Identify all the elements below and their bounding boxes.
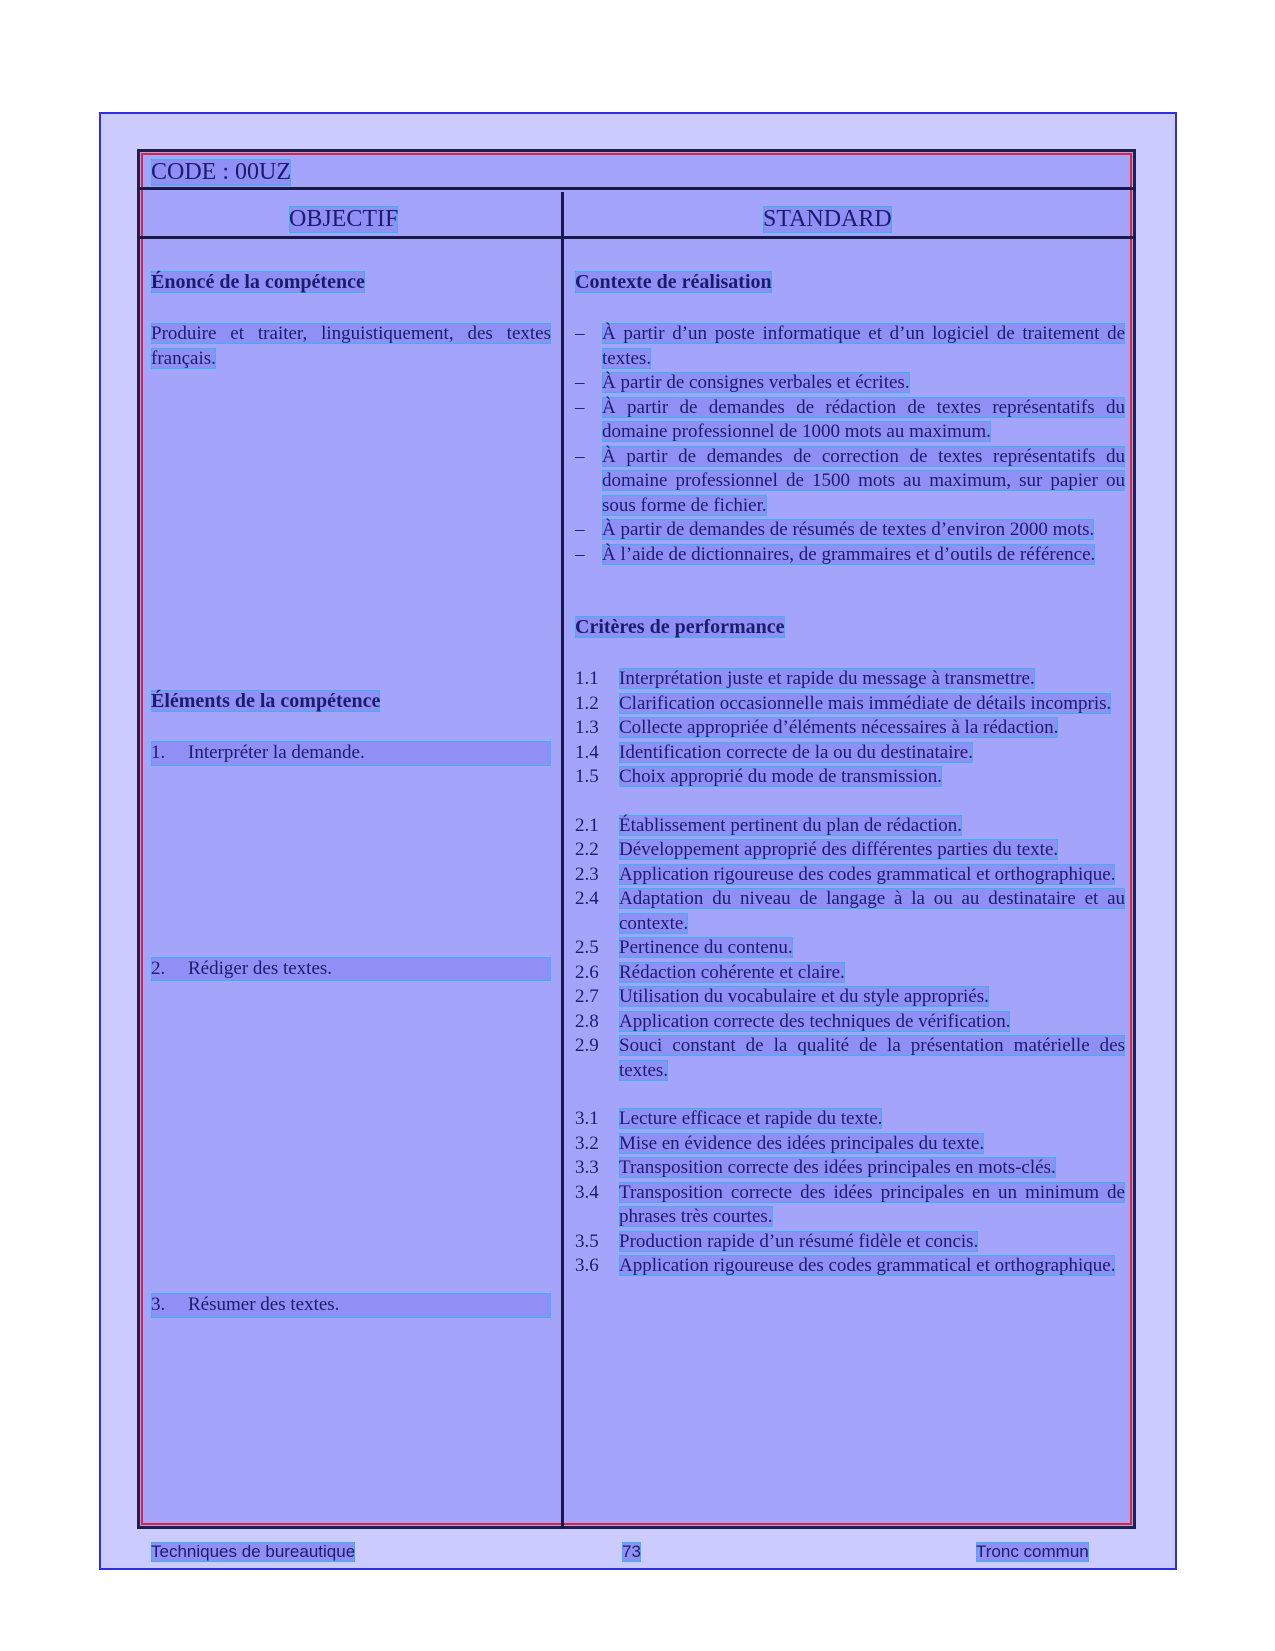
- criterion-item: 2.7 Utilisation du vocabulaire et du style appropriés.: [575, 986, 989, 1007]
- criterion-item: 1.2 Clarification occasionnelle mais immédiate de détails incompris.: [575, 692, 1112, 714]
- context-title: Contexte de réalisation: [575, 271, 772, 293]
- column-header-divider: [137, 236, 1136, 239]
- competency-statement-title: Énoncé de la compétence: [151, 271, 365, 293]
- criterion-item: 2.5 Pertinence du contenu.: [575, 937, 793, 958]
- criteria-group-2: [575, 814, 1125, 1084]
- criterion-item: 3.6 Application rigoureuse des codes grammatical et orthographique.: [575, 1255, 1116, 1276]
- criterion-item: 3.4 Transposition correcte des idées principales en un minimum de phrases très courtes.: [575, 1181, 1125, 1227]
- criterion-item: 3.3 Transposition correcte des idées principales en mots-clés.: [575, 1157, 1056, 1178]
- footer-section-name: Tronc commun: [976, 1542, 1089, 1561]
- criterion-item: 1.1 Interprétation juste et rapide du message à transmettre.: [575, 668, 1035, 689]
- competency-elements-title: Éléments de la compétence: [151, 690, 381, 712]
- criterion-item: 2.4 Adaptation du niveau de langage à la ou au destinataire et au contexte.: [575, 888, 1125, 934]
- footer-program-name: Techniques de bureautique: [151, 1542, 356, 1561]
- context-item: – À l’aide de dictionnaires, de grammaires et d’outils de référence.: [575, 543, 1125, 568]
- criterion-item: 2.2 Développement approprié des différentes parties du texte.: [575, 839, 1059, 860]
- criterion-item: 2.6 Rédaction cohérente et claire.: [575, 961, 845, 983]
- spacer: [151, 766, 551, 957]
- criterion-item: 3.5 Production rapide d’un résumé fidèle et concis.: [575, 1230, 979, 1252]
- criterion-item: 3.1 Lecture efficace et rapide du texte.: [575, 1108, 883, 1129]
- spacer: [151, 371, 551, 689]
- context-item: – À partir de demandes de rédaction de textes représentatifs du domaine professionnel de 1000 mots au maximum.: [575, 396, 1125, 445]
- criterion-item: 1.5 Choix approprié du mode de transmission.: [575, 766, 942, 787]
- competency-statement-text: Produire et traiter, linguistiquement, des textes français.: [151, 323, 551, 369]
- criterion-item: 1.3 Collecte appropriée d’éléments nécessaires à la rédaction.: [575, 717, 1059, 738]
- context-item: – À partir de demandes de correction de textes représentatifs du domaine professionnel de 1500 mots au maximum, sur papier ou sous forme de fichier.: [575, 445, 1125, 519]
- context-item: – À partir d’un poste informatique et d’un logiciel de traitement de textes.: [575, 322, 1125, 371]
- criterion-item: 3.2 Mise en évidence des idées principales du texte.: [575, 1132, 985, 1154]
- criterion-item: 1.4 Identification correcte de la ou du destinataire.: [575, 741, 973, 763]
- criterion-item: 2.3 Application rigoureuse des codes grammatical et orthographique.: [575, 863, 1116, 885]
- element-item: 3. Résumer des textes.: [151, 1293, 551, 1318]
- standard-column: [575, 270, 1125, 1279]
- criterion-item: 2.8 Application correcte des techniques de vérification.: [575, 1010, 1011, 1032]
- element-item: 1. Interpréter la demande.: [151, 741, 551, 766]
- criteria-group-3: [575, 1107, 1125, 1279]
- objective-column-header: OBJECTIF: [289, 206, 399, 232]
- context-list: [575, 322, 1125, 567]
- performance-criteria-title: Critères de performance: [575, 616, 785, 638]
- criteria-group-1: [575, 667, 1125, 790]
- spacer: [151, 981, 551, 1293]
- column-divider: [561, 192, 564, 1529]
- footer-page-number: 73: [622, 1542, 641, 1561]
- criterion-item: 2.1 Établissement pertinent du plan de rédaction.: [575, 814, 962, 836]
- spacer: [575, 790, 1125, 814]
- objective-column: [151, 270, 551, 1318]
- standard-column-header: STANDARD: [763, 206, 892, 232]
- criterion-item: 2.9 Souci constant de la qualité de la présentation matérielle des textes.: [575, 1035, 1125, 1081]
- spacer: [575, 1083, 1125, 1107]
- competency-code: CODE : 00UZ: [151, 159, 291, 185]
- context-item: – À partir de consignes verbales et écrites.: [575, 371, 1125, 396]
- spacer: [575, 567, 1125, 615]
- header-divider: [137, 187, 1136, 190]
- context-item: – À partir de demandes de résumés de textes d’environ 2000 mots.: [575, 518, 1125, 543]
- element-item: 2. Rédiger des textes.: [151, 957, 551, 982]
